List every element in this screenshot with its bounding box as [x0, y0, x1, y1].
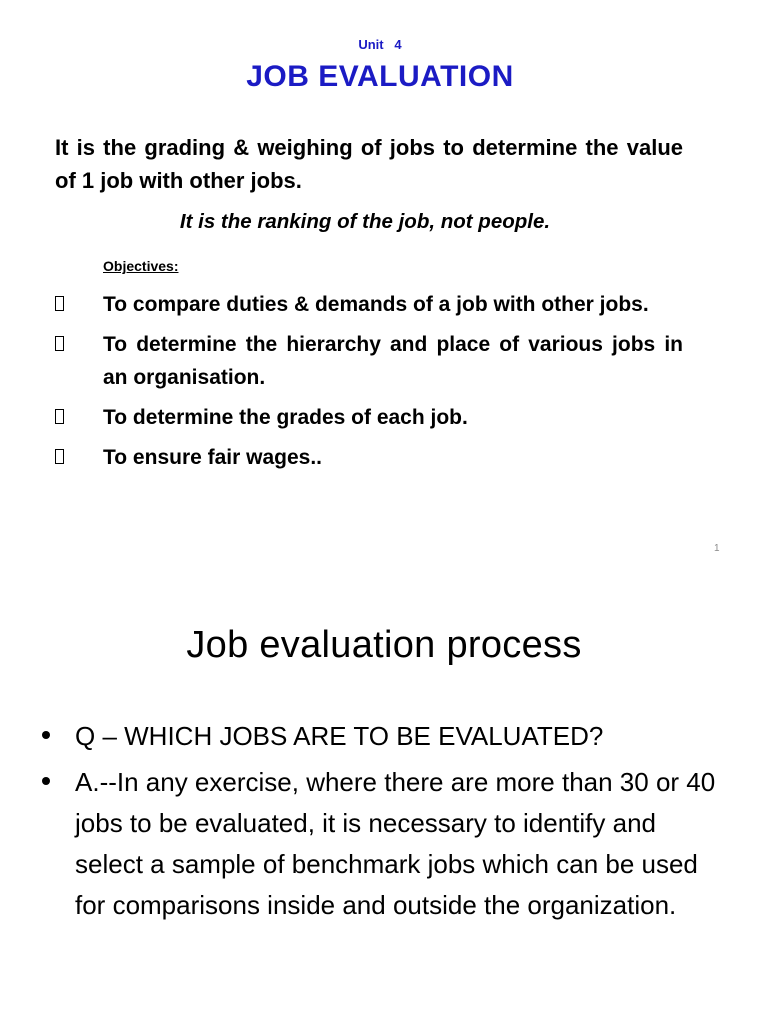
- objective-item: [0, 328, 768, 394]
- objective-text: To determine the hierarchy and place of various jobs in an organisation.: [103, 333, 683, 389]
- bullet-icon: [42, 731, 50, 739]
- qa-item: [0, 762, 768, 926]
- objective-item: [0, 288, 768, 321]
- qa-list: [0, 716, 768, 931]
- ranking-note: It is the ranking of the job, not people.: [179, 210, 551, 233]
- objective-item: [0, 441, 768, 474]
- slide-title: JOB EVALUATION: [246, 60, 514, 93]
- qa-item: [0, 716, 768, 757]
- unit-label: Unit 4: [358, 37, 402, 52]
- definition-text: It is the grading & weighing of jobs to determine the value of 1 job with other jobs.: [55, 135, 683, 193]
- objective-text: To determine the grades of each job.: [103, 406, 468, 429]
- objectives-list: [0, 288, 768, 481]
- answer-text: A.--In any exercise, where there are more than 30 or 40 jobs to be evaluated, it is necessary to identify and select a sample of benchmark jobs which can be used for comparisons inside and outside the organization.: [75, 767, 716, 920]
- objective-item: [0, 401, 768, 434]
- objective-text: To compare duties & demands of a job with other jobs.: [103, 293, 649, 316]
- objectives-heading: Objectives:: [103, 258, 179, 274]
- checkbox-bullet-icon: [55, 449, 64, 464]
- process-title: Job evaluation process: [186, 624, 582, 666]
- bullet-icon: [42, 777, 50, 785]
- question-text: Q – WHICH JOBS ARE TO BE EVALUATED?: [75, 721, 604, 751]
- checkbox-bullet-icon: [55, 336, 64, 351]
- slide-2: [0, 576, 768, 1024]
- checkbox-bullet-icon: [55, 296, 64, 311]
- checkbox-bullet-icon: [55, 409, 64, 424]
- objective-text: To ensure fair wages..: [103, 446, 323, 469]
- page-number: 1: [714, 543, 720, 554]
